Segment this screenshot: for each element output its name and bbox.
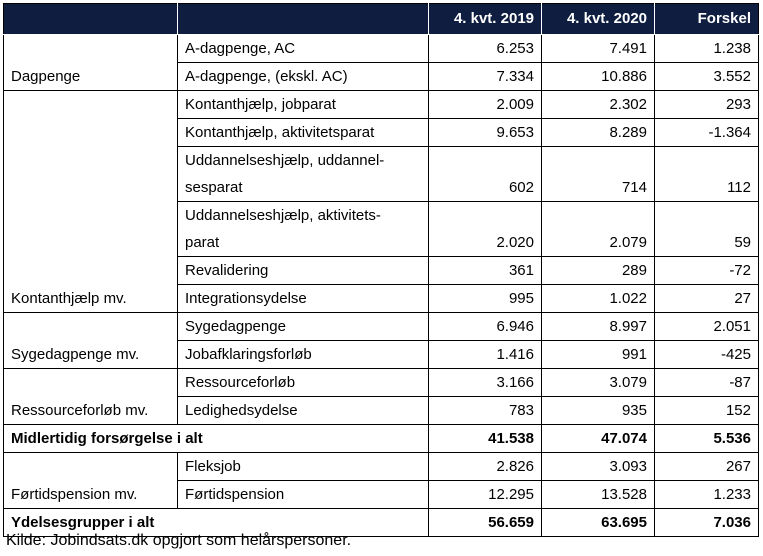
row-label-line1: Uddannelseshjælp, aktivitets- — [185, 207, 381, 224]
value-2020: 8.289 — [542, 119, 655, 147]
value-diff: 27 — [655, 285, 759, 313]
value-diff: -425 — [655, 341, 759, 369]
value-2019: 2.020 — [429, 202, 542, 257]
subtotal-2019: 41.538 — [429, 425, 542, 453]
row-label: Ressourceforløb — [178, 369, 429, 397]
value-2020: 289 — [542, 257, 655, 285]
row-label: Kontanthjælp, jobparat — [178, 91, 429, 119]
value-2019: 9.653 — [429, 119, 542, 147]
value-2019: 7.334 — [429, 63, 542, 91]
header-diff: Forskel — [655, 4, 759, 35]
value-diff: 2.051 — [655, 313, 759, 341]
source-caption: Kilde: Jobindsats.dk opgjort som helårspersoner. — [6, 532, 352, 549]
table-row — [4, 453, 759, 481]
row-label-line1: Uddannelseshjælp, uddannel- — [185, 152, 385, 169]
subtotal-2020: 47.074 — [542, 425, 655, 453]
header-item — [178, 4, 429, 35]
value-diff: 267 — [655, 453, 759, 481]
group-label: Kontanthjælp mv. — [4, 91, 178, 313]
group-label: Ressourceforløb mv. — [4, 369, 178, 425]
value-2019: 12.295 — [429, 481, 542, 509]
value-2020: 935 — [542, 397, 655, 425]
value-diff: 112 — [655, 147, 759, 202]
subtotal-row — [4, 425, 759, 453]
value-2019: 361 — [429, 257, 542, 285]
total-label: Ydelsesgrupper i alt — [4, 509, 429, 537]
table-row — [4, 91, 759, 119]
value-2020: 1.022 — [542, 285, 655, 313]
header-2020: 4. kvt. 2020 — [542, 4, 655, 35]
value-diff: 59 — [655, 202, 759, 257]
value-diff: 1.238 — [655, 35, 759, 63]
value-2020: 10.886 — [542, 63, 655, 91]
row-label: A-dagpenge, AC — [178, 35, 429, 63]
value-2019: 783 — [429, 397, 542, 425]
value-2019: 6.946 — [429, 313, 542, 341]
value-2019: 602 — [429, 147, 542, 202]
table-row — [4, 35, 759, 63]
value-2020: 714 — [542, 147, 655, 202]
row-label: Kontanthjælp, aktivitetsparat — [178, 119, 429, 147]
header-2019: 4. kvt. 2019 — [429, 4, 542, 35]
value-2019: 3.166 — [429, 369, 542, 397]
row-label — [178, 147, 429, 202]
value-2020: 8.997 — [542, 313, 655, 341]
subtotal-diff: 5.536 — [655, 425, 759, 453]
subtotal-label: Midlertidig forsørgelse i alt — [4, 425, 429, 453]
row-label-line2: parat — [185, 234, 220, 251]
value-2019: 1.416 — [429, 341, 542, 369]
table-row — [4, 369, 759, 397]
header-group — [4, 4, 178, 35]
value-diff: -87 — [655, 369, 759, 397]
group-label: Førtidspension mv. — [4, 453, 178, 509]
value-diff: 152 — [655, 397, 759, 425]
row-label: Sygedagpenge — [178, 313, 429, 341]
value-2020: 7.491 — [542, 35, 655, 63]
value-2020: 3.093 — [542, 453, 655, 481]
benefits-table — [3, 3, 759, 537]
value-diff: 293 — [655, 91, 759, 119]
value-2020: 13.528 — [542, 481, 655, 509]
header-row — [4, 4, 759, 35]
row-label: Integrationsydelse — [178, 285, 429, 313]
group-label: Dagpenge — [4, 35, 178, 91]
row-label — [178, 202, 429, 257]
value-diff: -72 — [655, 257, 759, 285]
total-2020: 63.695 — [542, 509, 655, 537]
row-label: Jobafklaringsforløb — [178, 341, 429, 369]
value-2020: 991 — [542, 341, 655, 369]
row-label: Revalidering — [178, 257, 429, 285]
value-2019: 2.009 — [429, 91, 542, 119]
row-label: A-dagpenge, (ekskl. AC) — [178, 63, 429, 91]
value-diff: 1.233 — [655, 481, 759, 509]
value-2019: 995 — [429, 285, 542, 313]
value-2019: 2.826 — [429, 453, 542, 481]
row-label-line2: sesparat — [185, 179, 243, 196]
row-label: Fleksjob — [178, 453, 429, 481]
value-2019: 6.253 — [429, 35, 542, 63]
value-diff: 3.552 — [655, 63, 759, 91]
table-row — [4, 313, 759, 341]
total-diff: 7.036 — [655, 509, 759, 537]
value-diff: -1.364 — [655, 119, 759, 147]
value-2020: 2.079 — [542, 202, 655, 257]
group-label: Sygedagpenge mv. — [4, 313, 178, 369]
row-label: Ledighedsydelse — [178, 397, 429, 425]
total-2019: 56.659 — [429, 509, 542, 537]
value-2020: 3.079 — [542, 369, 655, 397]
value-2020: 2.302 — [542, 91, 655, 119]
row-label: Førtidspension — [178, 481, 429, 509]
